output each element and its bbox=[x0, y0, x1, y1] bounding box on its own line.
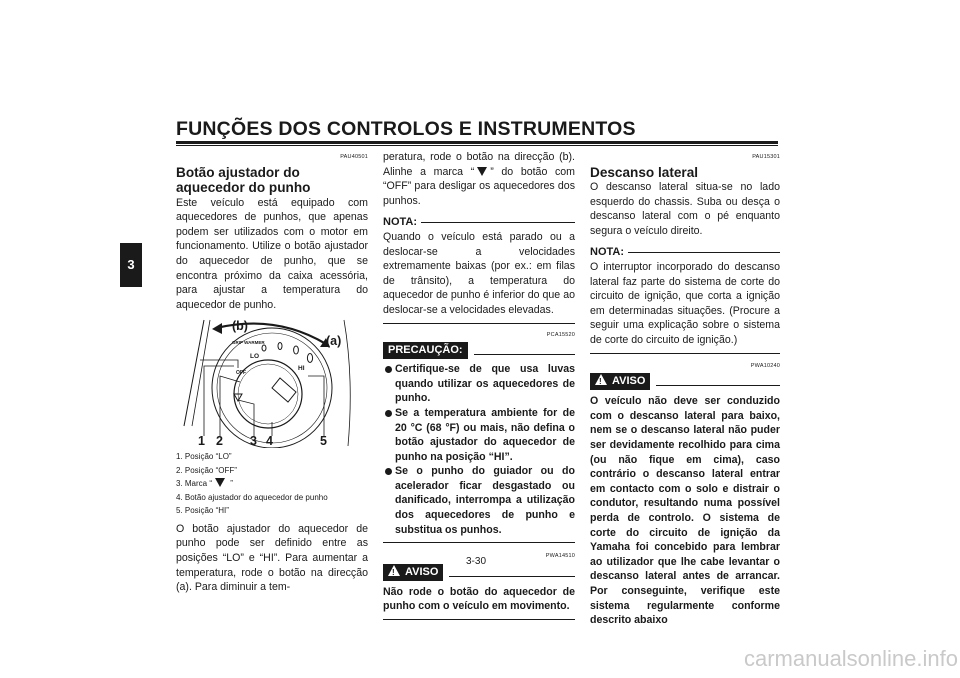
caption-item: 5. Posição “HI” bbox=[176, 506, 229, 516]
caption-text-end: ” bbox=[228, 479, 233, 489]
caption-text: 3. Marca “ bbox=[176, 479, 213, 489]
caption-item: 4. Botão ajustador do aquecedor de punho bbox=[176, 492, 328, 502]
divider bbox=[383, 619, 575, 620]
off-label: OFF bbox=[236, 370, 246, 377]
note-header bbox=[590, 245, 780, 260]
caution-item: Se o punho do guiador ou do acelerador ficar desgastado ou danificado, interrompa a utilização dos aquecedores de punho e substitua os punhos. bbox=[383, 464, 575, 537]
note-rule bbox=[628, 252, 780, 253]
direction-label-a: (a) bbox=[326, 334, 342, 349]
note-text: Quando o veículo está parado ou a deslocar-se a velocidades extremamente baixas (por ex.: em filas de trânsito), a temperatura do aquecedor de punho é inferior do que ao deslocar-se a velocidades elevadas. bbox=[383, 230, 575, 316]
warning-badge bbox=[590, 373, 650, 390]
warning-label: AVISO bbox=[405, 565, 439, 578]
callout-3: 3 bbox=[250, 434, 257, 449]
paragraph: Este veículo está equipado com aquecedores de punhos, que apenas podem ser utilizados com o motor em funcionamento. Utilize o botão ajustador do aquecedor de punho, que se encontra próximo da caixa acessória, para ajustar a temperatura do aquecedor de punho. bbox=[176, 196, 368, 311]
section-heading: Botão ajustador do aquecedor do punho bbox=[176, 164, 311, 196]
paragraph: O botão ajustador do aquecedor de punho pode ser definido entre as posições “LO” e “HI”. Para aumentar a temperatura, rode o botão na direcção (a). Para diminuir a tem- bbox=[176, 522, 368, 594]
callout-1: 1 bbox=[198, 434, 205, 449]
caution-list bbox=[383, 362, 575, 537]
column-2 bbox=[383, 150, 575, 620]
chapter-tab: 3 bbox=[120, 243, 142, 287]
note-label: NOTA: bbox=[590, 246, 625, 259]
caption-item: 1. Posição “LO” bbox=[176, 452, 232, 462]
paragraph-text: peratura, rode o botão na direcção (b). Alinhe a marca “ bbox=[383, 151, 575, 178]
title-rule bbox=[176, 141, 778, 144]
page-number: 3-30 bbox=[466, 556, 487, 567]
caution-header bbox=[383, 342, 575, 359]
divider bbox=[383, 542, 575, 543]
warning-badge bbox=[383, 564, 443, 581]
warning-code: PWA14510 bbox=[545, 553, 575, 560]
note-rule bbox=[421, 222, 575, 223]
warning-header bbox=[590, 373, 780, 390]
figure-captions bbox=[176, 450, 368, 518]
paragraph bbox=[383, 150, 575, 208]
warning-label: AVISO bbox=[612, 375, 646, 388]
divider bbox=[383, 323, 575, 324]
section-code: PAU40501 bbox=[340, 154, 368, 160]
callout-2: 2 bbox=[216, 434, 223, 449]
page-title: FUNÇÕES DOS CONTROLOS E INSTRUMENTOS bbox=[176, 118, 636, 140]
watermark: carmanualsonline.info bbox=[743, 646, 958, 671]
caution-item: Certifique-se de que usa luvas quando utilizar os aquecedores de punho. bbox=[383, 362, 575, 406]
direction-label-b: (b) bbox=[232, 319, 248, 334]
caution-code: PCA15520 bbox=[546, 331, 575, 338]
hi-label: HI bbox=[298, 365, 305, 373]
warning-text: Não rode o botão do aquecedor de punho com o veículo em movimento. bbox=[383, 585, 575, 613]
warning-code: PWA10240 bbox=[750, 362, 780, 369]
grip-warmer-figure bbox=[176, 318, 368, 448]
callout-4: 4 bbox=[266, 434, 273, 449]
warning-text: O veículo não deve ser conduzido com o descanso lateral para baixo, nem se o descanso lateral não puder ser devidamente recolhido para cima (ou não fique em cima), caso contrário o descanso lateral entrar em contacto com o solo e distrair o condutor, resultando numa possível perda de controlo. O sistema de corte do circuito de ignição da Yamaha foi concebido para lembrar ao utilizador que lhe cabe levantar o descanso lateral antes de arrancar. Por conseguinte, verifique este sistema regularmente conforme descrito abaixo bbox=[590, 395, 780, 627]
mark-triangle-icon bbox=[215, 478, 225, 487]
caption-item bbox=[176, 477, 368, 491]
column-1 bbox=[176, 150, 368, 595]
note-header bbox=[383, 215, 575, 230]
title-rule-thin bbox=[176, 145, 778, 146]
caution-badge: PRECAUÇÃO: bbox=[383, 342, 468, 359]
section-heading: Descanso lateral bbox=[590, 164, 699, 180]
note-label: NOTA: bbox=[383, 216, 418, 229]
lo-label: LO bbox=[250, 353, 260, 361]
mark-triangle-icon bbox=[477, 167, 487, 176]
column-3 bbox=[590, 150, 780, 628]
caution-rule bbox=[474, 354, 575, 355]
note-text: O interruptor incorporado do descanso lateral faz parte do sistema de corte do circuito de ignição, que corta a ignição em determinadas situações. (Procure a seguir uma explicação sobre o sistema de corte do circuito de ignição.) bbox=[590, 261, 780, 347]
warning-triangle-icon bbox=[595, 374, 607, 385]
grip-warmer-label: GRIP WARMER bbox=[232, 340, 265, 346]
caution-item: Se a temperatura ambiente for de 20 °C (68 °F) ou mais, não defina o botão ajustador do aquecedor de punho na posição “HI”. bbox=[383, 406, 575, 464]
warning-triangle-icon bbox=[388, 565, 400, 576]
paragraph-text-end: ” do botão com “OFF” para desligar os aquecedores dos punhos. bbox=[383, 165, 575, 207]
caption-item: 2. Posição “OFF” bbox=[176, 465, 237, 475]
paragraph: O descanso lateral situa-se no lado esquerdo do chassis. Suba ou desça o descanso lateral com o pé enquanto segura o veículo direito. bbox=[590, 181, 780, 237]
divider bbox=[590, 353, 780, 354]
section-code: PAU15301 bbox=[752, 154, 780, 160]
warning-rule bbox=[449, 576, 575, 577]
callout-5: 5 bbox=[320, 434, 327, 449]
warning-rule bbox=[656, 385, 780, 386]
